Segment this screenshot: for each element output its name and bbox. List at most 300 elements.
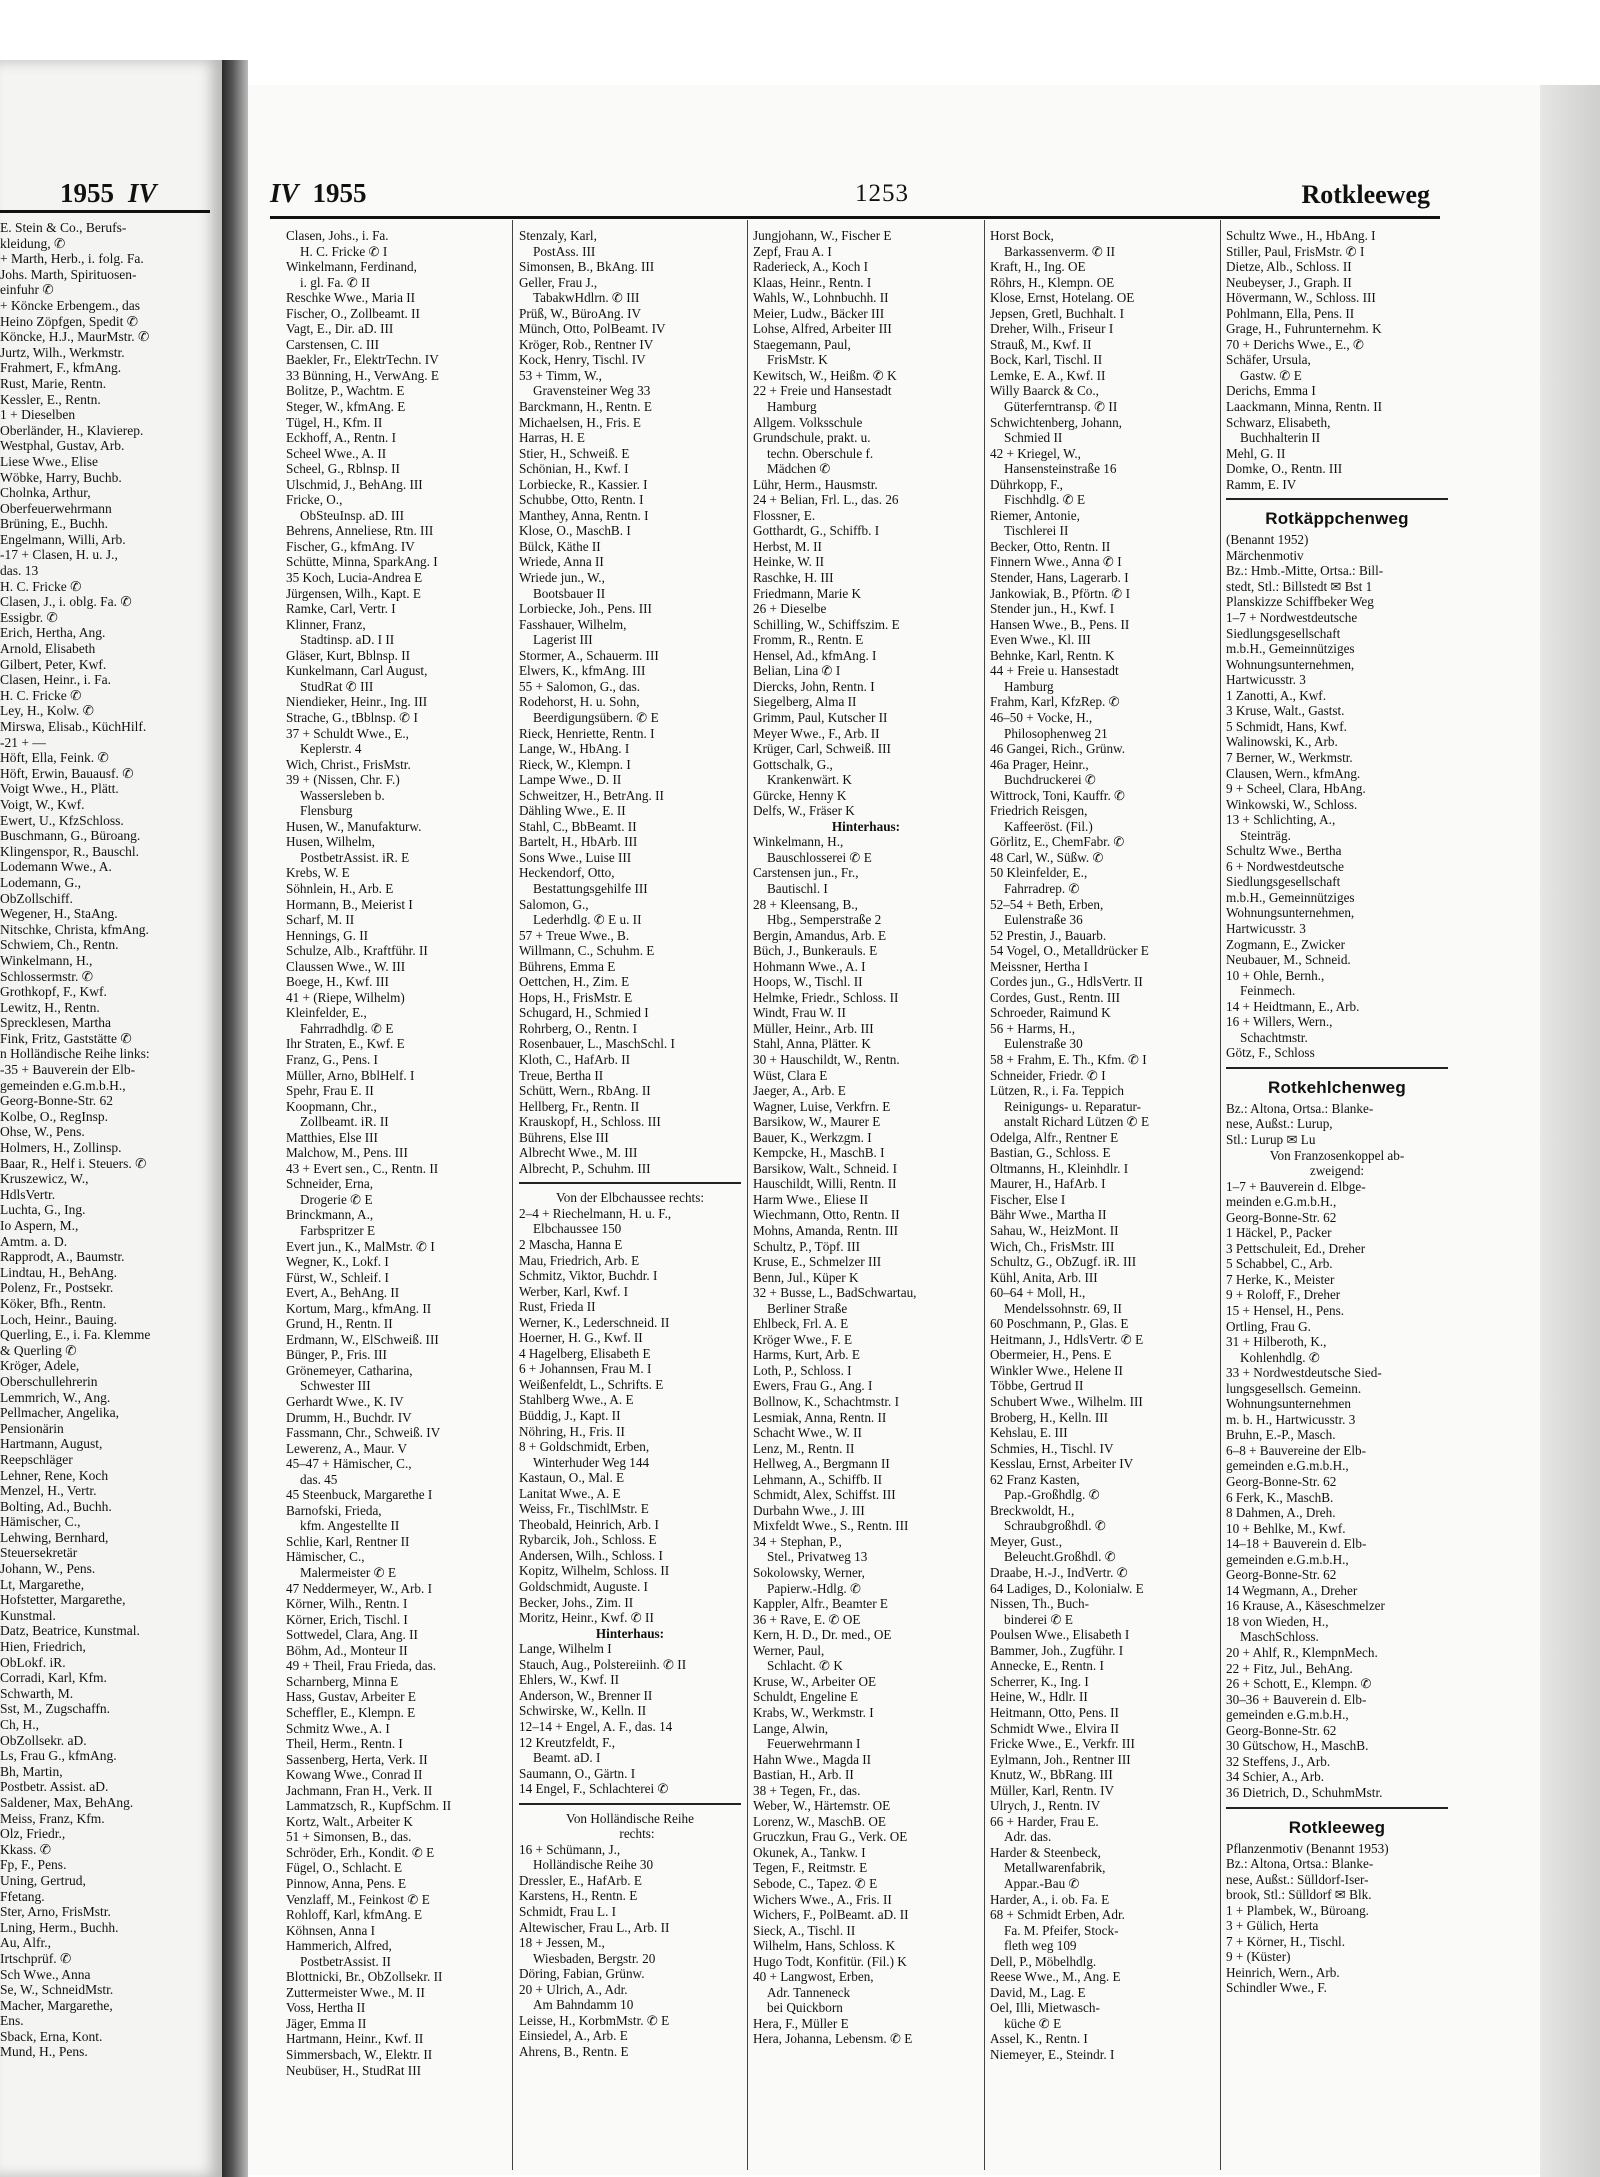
directory-entry: Hartwicusstr. 3 <box>1226 672 1306 688</box>
directory-entry: Oltmanns, H., Kleinhdlr. I <box>990 1160 1129 1176</box>
directory-entry: Kruszewicz, W., <box>0 1171 89 1187</box>
directory-entry: gemeinden e.G.m.b.H., <box>1226 1707 1349 1723</box>
directory-entry: Harms, Kurt, Arb. E <box>753 1347 860 1363</box>
directory-entry: Holländische Reihe 30 <box>533 1857 654 1873</box>
directory-entry: nese, Außst.: Sülldorf-Iser- <box>1226 1871 1369 1887</box>
directory-entry: 30 + Hauschildt, W., Rentn. <box>753 1051 900 1067</box>
directory-entry: Breckwoldt, H., <box>990 1502 1075 1518</box>
directory-entry: 26 + Dieselbe <box>753 601 827 617</box>
directory-entry: Lanitat Wwe., A. E <box>519 1485 621 1501</box>
page-number: 1253 <box>855 180 909 207</box>
directory-entry: 33 + Nordwestdeutsche Sied- <box>1226 1365 1382 1381</box>
directory-entry: 9 + Scheel, Clara, HbAng. <box>1226 781 1366 797</box>
directory-entry: ObSteuInsp. aD. III <box>300 507 405 523</box>
directory-entry: Lange, Alwin, <box>753 1720 829 1736</box>
directory-entry: Gastw. ✆ E <box>1240 367 1302 383</box>
directory-entry: Lützen, R., i. Fa. Teppich <box>990 1083 1124 1099</box>
directory-entry: Obermeier, H., Pens. E <box>990 1347 1112 1363</box>
directory-entry: Loth, P., Schloss. I <box>753 1362 852 1378</box>
directory-entry: Kkass. ✆ <box>0 1841 52 1857</box>
directory-entry: Tügel, H., Kfm. II <box>286 414 383 430</box>
directory-entry: kfm. Angestellte II <box>300 1518 400 1534</box>
directory-entry: Ehlbeck, Frl. A. E <box>753 1316 849 1332</box>
directory-entry: Sassenberg, Herta, Verk. II <box>286 1751 428 1767</box>
directory-entry: Finnern Wwe., Anna ✆ I <box>990 554 1122 570</box>
directory-entry: Staegemann, Paul, <box>753 336 851 352</box>
directory-entry: Stiller, Paul, FrisMstr. ✆ I <box>1226 243 1365 259</box>
directory-entry: Herbst, M. II <box>753 538 822 554</box>
directory-entry: Meier, Ludw., Bäcker III <box>753 305 885 321</box>
directory-entry: Ls, Frau G., kfmAng. <box>0 1748 117 1764</box>
directory-entry: Krauskopf, H., Schloss. III <box>519 1114 661 1130</box>
directory-entry: Walinowski, K., Arb. <box>1226 734 1338 750</box>
directory-entry: Friedrich Reisgen, <box>990 803 1088 819</box>
directory-entry: Papierw.-Hdlg. ✆ <box>767 1580 862 1596</box>
directory-entry: + Köncke Erbengem., das <box>0 297 140 313</box>
directory-entry: Strache, G., tBblnsp. ✆ I <box>286 709 418 725</box>
directory-entry: Steinträg. <box>1240 827 1291 843</box>
directory-entry: Wiechmann, Otto, Rentn. II <box>753 1207 900 1223</box>
directory-entry: Kortum, Marg., kfmAng. II <box>286 1300 432 1316</box>
directory-entry: Köncke, H.J., MaurMstr. ✆ <box>0 329 150 345</box>
directory-entry: Ens. <box>0 2013 24 2029</box>
directory-entry: Nöhring, H., Fris. II <box>519 1423 625 1439</box>
directory-entry: Schröder, Erh., Kondit. ✆ E <box>286 1844 435 1860</box>
directory-entry: 16 Krause, A., Käseschmelzer <box>1226 1598 1385 1614</box>
directory-entry: Strauß, M., Kwf. II <box>990 336 1092 352</box>
directory-entry: 14 + Heidtmann, E., Arb. <box>1226 998 1360 1014</box>
directory-entry: Ulschmid, J., BehAng. III <box>286 476 423 492</box>
directory-entry: Beerdigungsübern. ✆ E <box>533 709 659 725</box>
directory-entry: 36 Dietrich, D., SchuhmMstr. <box>1226 1784 1383 1800</box>
directory-entry: Scheel, G., Rblnsp. II <box>286 461 400 477</box>
directory-entry: Cordes, Gust., Rentn. III <box>990 989 1121 1005</box>
directory-entry: Scharnberg, Minna E <box>286 1673 399 1689</box>
directory-entry: Lange, Wilhelm I <box>519 1641 612 1657</box>
directory-entry: Broberg, H., Kelln. III <box>990 1409 1109 1425</box>
directory-entry: Clasen, Johs., i. Fa. <box>286 228 389 243</box>
directory-entry: Olz, Friedr., <box>0 1826 66 1842</box>
directory-entry: Fahrradrep. ✆ <box>1004 880 1080 896</box>
directory-entry: Schneider, Friedr. ✆ I <box>990 1067 1106 1083</box>
directory-entry: 62 Franz Kasten, <box>990 1471 1080 1487</box>
directory-entry: Hamburg <box>767 399 817 415</box>
directory-entry: Bührens, Emma E <box>519 958 616 974</box>
directory-entry: Lorbiecke, Joh., Pens. III <box>519 601 652 617</box>
directory-entry: MaschSchloss. <box>1240 1629 1319 1645</box>
directory-entry: Raschke, H. III <box>753 570 834 586</box>
directory-entry: Bammer, Joh., Zugführ. I <box>990 1642 1124 1658</box>
directory-entry: -21 + — <box>0 734 46 750</box>
directory-entry: Müller, Heinr., Arb. III <box>753 1020 874 1036</box>
directory-entry: FrisMstr. K <box>767 352 828 368</box>
directory-entry: E. Stein & Co., Berufs- <box>0 220 127 235</box>
directory-entry: Albrecht Wwe., M. III <box>519 1145 638 1161</box>
directory-entry: Stl.: Lurup ✉ Lu <box>1226 1131 1316 1147</box>
directory-entry: -35 + Bauverein der Elb- <box>0 1062 136 1078</box>
directory-entry: Claussen Wwe., W. III <box>286 958 406 974</box>
directory-entry: 32 Steffens, J., Arb. <box>1226 1753 1331 1769</box>
directory-entry: Oel, Illi, Mietwasch- <box>990 2000 1100 2016</box>
directory-entry: m.b.H., Gemeinnütziges <box>1226 889 1355 905</box>
directory-entry: 46a Prager, Heinr., <box>990 756 1089 772</box>
directory-entry: ObZollschiff. <box>0 890 73 906</box>
directory-entry: Bolitze, P., Wachtm. E <box>286 383 405 399</box>
directory-entry: Eckhoff, A., Rentn. I <box>286 430 397 446</box>
directory-entry: Derichs, Emma I <box>1226 383 1316 399</box>
directory-entry: Schmidt Wwe., Elvira II <box>990 1720 1120 1736</box>
subsection-heading: Hinterhaus: <box>595 1625 665 1641</box>
directory-entry: Gläser, Kurt, Bblnsp. II <box>286 647 410 663</box>
directory-entry: Schubbe, Otto, Rentn. I <box>519 492 644 508</box>
directory-entry: Körner, Erich, Tischl. I <box>286 1611 408 1627</box>
directory-entry: Georg-Bonne-Str. 62 <box>1226 1567 1337 1583</box>
directory-entry: Feuerwehrmann I <box>767 1736 861 1752</box>
directory-entry: 52–54 + Beth, Erben, <box>990 896 1104 912</box>
directory-entry: 10 + Behlke, M., Kwf. <box>1226 1520 1346 1536</box>
header-left <box>270 178 367 209</box>
directory-entry: Hellberg, Fr., Rentn. II <box>519 1098 640 1114</box>
directory-entry: Stahlberg Wwe., A. E <box>519 1392 634 1408</box>
directory-entry: stedt, Stl.: Billstedt ✉ Bst 1 <box>1226 578 1373 594</box>
directory-entry: techn. Oberschule f. <box>767 445 874 461</box>
directory-entry: Wohnungsunternehmen, <box>1226 656 1355 672</box>
directory-entry: Altewischer, Frau L., Arb. II <box>519 1919 670 1935</box>
directory-entry: Röhrs, H., Klempn. OE <box>990 274 1115 290</box>
directory-entry: 18 von Wieden, H., <box>1226 1613 1329 1629</box>
directory-entry: Wohnungsunternehmen <box>1226 1396 1351 1412</box>
column-divider <box>1220 220 1221 2170</box>
directory-column-2 <box>519 228 741 2158</box>
directory-entry: brook, Stl.: Sülldorf ✉ Blk. <box>1226 1887 1372 1903</box>
directory-entry: Kloth, C., HafArb. II <box>519 1051 630 1067</box>
directory-entry: 28 + Kleensang, B., <box>753 896 858 912</box>
section-divider <box>519 1182 741 1184</box>
directory-entry: Gerhardt Wwe., K. IV <box>286 1394 404 1410</box>
directory-entry: Treue, Bertha II <box>519 1067 604 1083</box>
directory-entry: Ortling, Frau G. <box>1226 1318 1311 1334</box>
directory-entry: Kehslau, E. III <box>990 1425 1068 1441</box>
directory-entry: Heinke, W. II <box>753 554 825 570</box>
directory-entry: Georg-Bonne-Str. 62 <box>0 1093 113 1109</box>
directory-entry: Frahmert, F., kfmAng. <box>0 360 122 376</box>
directory-entry: Wegener, H., StaAng. <box>0 906 118 922</box>
directory-entry: Grönemeyer, Catharina, <box>286 1362 413 1378</box>
directory-entry: 5 Schmidt, Hans, Kwf. <box>1226 718 1347 734</box>
directory-entry: n Holländische Reihe links: <box>0 1046 150 1062</box>
directory-entry: Scheel Wwe., A. II <box>286 445 387 461</box>
page-edge <box>1540 85 1600 2177</box>
directory-entry: 55 + Salomon, G., das. <box>519 678 640 694</box>
directory-entry: Scheffler, E., Klempn. E <box>286 1704 416 1720</box>
directory-entry: 5 Schabbel, C., Arb. <box>1226 1256 1333 1272</box>
directory-entry: Wich, Ch., FrisMstr. III <box>990 1238 1115 1254</box>
directory-entry: Carstensen, C. III <box>286 336 380 352</box>
directory-entry: Rodehorst, H. u. Sohn, <box>519 694 640 710</box>
directory-entry: 4 Hagelberg, Elisabeth E <box>519 1345 651 1361</box>
directory-entry: Westphal, Gustav, Arb. <box>0 438 125 454</box>
directory-entry: Laackmann, Minna, Rentn. II <box>1226 399 1383 415</box>
directory-entry: Bastian, G., Schloss. E <box>990 1145 1111 1161</box>
header-rule <box>270 216 1440 219</box>
directory-entry: Barckmann, H., Rentn. E <box>519 399 652 415</box>
directory-entry: Schmies, H., Tischl. IV <box>990 1440 1114 1456</box>
directory-entry: Nitschke, Christa, kfmAng. <box>0 921 149 937</box>
directory-entry: Dreher, Wilh., Friseur I <box>990 321 1114 337</box>
directory-entry: Görlitz, E., ChemFabr. ✆ <box>990 834 1125 850</box>
directory-entry: Schütte, Minna, SparkAng. I <box>286 554 438 570</box>
directory-entry: Lewitz, H., Rentn. <box>0 999 100 1015</box>
directory-entry: HdlsVertr. <box>0 1186 56 1202</box>
directory-entry: Malermeister ✆ E <box>300 1565 397 1581</box>
directory-entry: Mau, Friedrich, Arb. E <box>519 1252 640 1268</box>
directory-entry: Grimm, Paul, Kutscher II <box>753 709 888 725</box>
directory-entry: 1–7 + Bauverein d. Elbge- <box>1226 1178 1366 1194</box>
directory-entry: Kunkelmann, Carl August, <box>286 663 428 679</box>
directory-entry: Meissner, Hertha I <box>990 958 1088 974</box>
directory-entry: Hohmann Wwe., A. I <box>753 958 866 974</box>
directory-entry: Jurtz, Wilh., Werkmstr. <box>0 344 125 360</box>
directory-entry: 38 + Tegen, Fr., das. <box>753 1782 861 1798</box>
directory-entry: Mehl, G. II <box>1226 445 1286 461</box>
directory-entry: Wassersleben b. <box>300 787 385 803</box>
directory-entry: Kröger, Rob., Rentner IV <box>519 336 654 352</box>
directory-entry: Lehwing, Bernhard, <box>0 1529 109 1545</box>
directory-entry: Franz, G., Pens. I <box>286 1051 378 1067</box>
directory-entry: Pensionärin <box>0 1420 64 1436</box>
directory-entry: Schacht Wwe., W. II <box>753 1425 862 1441</box>
directory-entry: Zollbeamt. iR. II <box>300 1114 389 1130</box>
directory-entry: Schmitz, Viktor, Buchdr. I <box>519 1268 658 1284</box>
directory-entry: Baekler, Fr., ElektrTechn. IV <box>286 352 439 368</box>
directory-entry: Siedlungsgesellschaft <box>1226 625 1341 641</box>
directory-entry: Lodemann, G., <box>0 874 81 890</box>
directory-entry: Stahl, C., BbBeamt. II <box>519 818 637 834</box>
directory-entry: 16 + Schümann, J., <box>519 1841 621 1857</box>
directory-entry: H. C. Fricke ✆ <box>0 687 82 703</box>
directory-entry: 30–36 + Bauverein d. Elb- <box>1226 1691 1367 1707</box>
directory-entry: Raderieck, A., Koch I <box>753 259 868 275</box>
book-gutter <box>222 60 248 2177</box>
directory-entry: Gilbert, Peter, Kwf. <box>0 656 107 672</box>
directory-entry: Wüst, Clara E <box>753 1067 828 1083</box>
directory-entry: Lorenz, W., MaschB. OE <box>753 1813 886 1829</box>
directory-entry: Hofstetter, Margarethe, <box>0 1592 126 1608</box>
directory-entry: Michaelsen, H., Fris. E <box>519 414 641 430</box>
directory-entry: Jachmann, Fran H., Verk. II <box>286 1782 433 1798</box>
directory-entry: 7 + Körner, H., Tischl. <box>1226 1933 1346 1949</box>
directory-entry: Bartelt, H., HbArb. III <box>519 834 638 850</box>
directory-entry: Winterhuder Weg 144 <box>533 1454 650 1470</box>
directory-entry: Becker, Otto, Rentn. II <box>990 538 1111 554</box>
directory-entry: Farbspritzer E <box>300 1223 376 1238</box>
directory-entry: Erich, Hertha, Ang. <box>0 625 106 641</box>
directory-entry: Stel., Privatweg 13 <box>767 1549 868 1565</box>
directory-entry: Meiss, Franz, Kfm. <box>0 1810 105 1826</box>
directory-entry: Többe, Gertrud II <box>990 1378 1084 1394</box>
directory-entry: Clasen, Heinr., i. Fa. <box>0 672 111 688</box>
directory-entry: m.b.H., Gemeinnütziges <box>1226 641 1355 657</box>
directory-entry: Horst Bock, <box>990 228 1054 243</box>
left-header-section: IV <box>128 178 157 208</box>
directory-entry: Döring, Fabian, Grünw. <box>519 1966 645 1982</box>
directory-entry: Schultz, P., Töpf. III <box>753 1238 861 1254</box>
directory-entry: Meyer, Gust., <box>990 1533 1062 1549</box>
directory-entry: Von der Elbchaussee rechts: <box>555 1190 705 1206</box>
directory-entry: Hien, Friedrich, <box>0 1639 86 1655</box>
directory-entry: Dähling Wwe., E. II <box>519 803 626 819</box>
directory-entry: Reschke Wwe., Maria II <box>286 290 416 306</box>
directory-entry: Jankowiak, B., Pförtn. ✆ I <box>990 585 1130 601</box>
directory-entry: Elwers, K., kfmAng. III <box>519 663 646 679</box>
directory-entry: Moritz, Heinr., Kwf. ✆ II <box>519 1610 654 1626</box>
directory-entry: 35 Koch, Lucia-Andrea E <box>286 570 423 586</box>
directory-entry: Sst, M., Zugschaffn. <box>0 1701 110 1717</box>
street-divider <box>1226 498 1448 500</box>
directory-entry: Wriede jun., W., <box>519 570 605 586</box>
directory-entry: Bruhn, E.-P., Masch. <box>1226 1427 1336 1443</box>
directory-entry: PostbetrAssist. II <box>300 1953 391 1969</box>
directory-entry: Wittrock, Toni, Kauffr. ✆ <box>990 787 1126 803</box>
directory-entry: Buschmann, G., Büroang. <box>0 828 141 844</box>
column-divider <box>984 220 985 2170</box>
directory-entry: Bz.: Altona, Ortsa.: Blanke- <box>1226 1100 1374 1116</box>
directory-entry: 1 + Dieselben <box>0 407 76 423</box>
directory-entry: Kewitsch, W., Heißm. ✆ K <box>753 367 897 383</box>
directory-entry: 64 Ladiges, D., Kolonialw. E <box>990 1580 1144 1596</box>
directory-entry: Niendieker, Heinr., Ing. III <box>286 694 428 710</box>
directory-entry: 8 Dahmen, A., Dreh. <box>1226 1505 1336 1521</box>
directory-entry: Bähr Wwe., Martha II <box>990 1207 1107 1223</box>
directory-entry: Drogerie ✆ E <box>300 1191 373 1207</box>
directory-entry: 60 Poschmann, P., Glas. E <box>990 1316 1129 1332</box>
directory-entry: Schlie, Karl, Rentner II <box>286 1533 410 1549</box>
directory-entry: Ster, Arno, FrisMstr. <box>0 1904 111 1920</box>
header-section: IV <box>270 178 299 208</box>
directory-entry: Wilhelm, Hans, Schloss. K <box>753 1938 896 1954</box>
directory-entry: Husen, Wilhelm, <box>286 834 375 850</box>
directory-entry: 54 Vogel, O., Metalldrücker E <box>990 943 1149 959</box>
directory-entry: Boege, H., Kwf. III <box>286 974 389 990</box>
directory-entry: Werber, Karl, Kwf. I <box>519 1283 628 1299</box>
directory-entry: Rust, Marie, Rentn. <box>0 375 107 391</box>
directory-entry: Wahls, W., Lohnbuchh. II <box>753 290 889 306</box>
directory-entry: Rapprodt, A., Baumstr. <box>0 1249 125 1265</box>
directory-entry: Hammerich, Alfred, <box>286 1938 392 1954</box>
directory-entry: Durbahn Wwe., J. III <box>753 1502 865 1518</box>
directory-entry: Rohloff, Karl, kfmAng. E <box>286 1907 423 1923</box>
directory-entry: Leisse, H., KorbmMstr. ✆ E <box>519 2012 670 2028</box>
directory-entry: Bauer, K., Werkzgm. I <box>753 1129 872 1145</box>
directory-entry: fleth weg 109 <box>1004 1938 1077 1954</box>
directory-entry: Müller, Arno, BblHelf. I <box>286 1067 415 1083</box>
directory-entry: 7 Herke, K., Meister <box>1226 1271 1335 1287</box>
directory-entry: Kruse, W., Arbeiter OE <box>753 1673 877 1689</box>
directory-entry: Rybarcik, Joh., Schloss. E <box>519 1532 657 1548</box>
directory-entry: Querling, E., i. Fa. Klemme <box>0 1327 151 1343</box>
directory-entry: 2 Mascha, Hanna E <box>519 1237 623 1252</box>
directory-entry: 1 Zanotti, A., Kwf. <box>1226 687 1326 703</box>
directory-entry: Keplerstr. 4 <box>300 741 362 757</box>
directory-entry: 12–14 + Engel, A. F., das. 14 <box>519 1718 673 1734</box>
directory-entry: Baar, R., Helf i. Steuers. ✆ <box>0 1155 147 1171</box>
directory-entry: Schulze, Alb., Kraftführ. II <box>286 943 428 959</box>
directory-entry: Sch Wwe., Anna <box>0 1966 91 1982</box>
directory-entry: Au, Alfr., <box>0 1935 52 1951</box>
directory-entry: Münch, Otto, PolBeamt. IV <box>519 321 666 337</box>
directory-entry: zweigend: <box>1309 1163 1365 1179</box>
directory-entry: Fischer, O., Zollbeamt. II <box>286 305 420 321</box>
directory-entry: Sons Wwe., Luise III <box>519 849 632 865</box>
directory-entry: Götz, F., Schloss <box>1226 1045 1315 1061</box>
directory-entry: Theobald, Heinrich, Arb. I <box>519 1516 659 1532</box>
directory-entry: Behrens, Anneliese, Rtn. III <box>286 523 434 539</box>
directory-entry: Schmidt, Frau L. I <box>519 1903 617 1919</box>
directory-entry: Kleinfelder, E., <box>286 1005 367 1021</box>
directory-entry: Zogmann, E., Zwicker <box>1226 936 1346 952</box>
column-divider <box>747 220 748 2170</box>
directory-entry: Buchhalterin II <box>1240 430 1321 446</box>
directory-entry: Stormer, A., Schauerm. III <box>519 647 659 663</box>
directory-entry: Barnofski, Frieda, <box>286 1502 382 1518</box>
directory-entry: Einsiedel, A., Arb. E <box>519 2028 628 2044</box>
directory-entry: Hbg., Semperstraße 2 <box>767 912 882 928</box>
directory-entry: Siedlungsgesellschaft <box>1226 874 1341 890</box>
directory-entry: Georg-Bonne-Str. 62 <box>1226 1209 1337 1225</box>
directory-entry: Hansensteinstraße 16 <box>1004 461 1117 477</box>
street-heading-rotkleeweg: Rotkleeweg <box>1288 1817 1386 1837</box>
directory-entry: Kolbe, O., RegInsp. <box>0 1108 108 1124</box>
directory-entry: Weiss, Fr., TischlMstr. E <box>519 1501 649 1517</box>
directory-entry: Metallwarenfabrik, <box>1004 1860 1106 1876</box>
directory-entry: Salomon, G., <box>519 896 589 912</box>
directory-entry: Schugard, H., Schmied I <box>519 1005 649 1021</box>
directory-entry: Willmann, C., Schuhm. E <box>519 943 655 959</box>
directory-entry: Delfs, W., Fräser K <box>753 803 855 819</box>
section-divider <box>519 1803 741 1805</box>
directory-entry: 20 + Ahlf, R., KlempnMech. <box>1226 1645 1378 1661</box>
directory-entry: Rieck, Henriette, Rentn. I <box>519 725 655 741</box>
directory-entry: 37 + Schuldt Wwe., E., <box>286 725 409 741</box>
directory-entry: Lammatzsch, R., KupfSchm. II <box>286 1798 452 1814</box>
directory-entry: Scherrer, K., Ing. I <box>990 1673 1089 1689</box>
directory-entry: Mixfeldt Wwe., S., Rentn. III <box>753 1518 909 1534</box>
directory-entry: Venzlaff, M., Feinkost ✆ E <box>286 1891 430 1907</box>
directory-entry: Fricke, O., <box>286 492 343 508</box>
directory-entry: David, M., Lag. E <box>990 1984 1086 2000</box>
directory-entry: 68 + Schmidt Erben, Adr. <box>990 1907 1125 1923</box>
directory-entry: Ramm, E. IV <box>1226 476 1297 492</box>
directory-entry: Theil, Herm., Rentn. I <box>286 1736 403 1752</box>
directory-entry: Saumann, O., Gärtn. I <box>519 1765 636 1781</box>
directory-entry: Evert jun., K., MalMstr. ✆ I <box>286 1238 435 1254</box>
directory-entry: Clasen, J., i. oblg. Fa. ✆ <box>0 594 132 610</box>
directory-entry: Neubüser, H., StudRat III <box>286 2062 421 2078</box>
directory-entry: Kühl, Anita, Arb. III <box>990 1269 1098 1285</box>
directory-entry: Fink, Fritz, Gaststätte ✆ <box>0 1030 132 1046</box>
directory-entry: 36 + Rave, E. ✆ OE <box>753 1611 861 1627</box>
directory-entry: Kohlenhdlg. ✆ <box>1240 1349 1320 1365</box>
directory-entry: Brüning, E., Buchh. <box>0 516 108 532</box>
directory-entry: Evert, A., BehAng. II <box>286 1285 400 1301</box>
directory-entry: Schmidt, Alex, Schiffst. III <box>753 1487 896 1503</box>
directory-entry: 14–18 + Bauverein d. Elb- <box>1226 1536 1367 1552</box>
directory-entry: Gottschalk, G., <box>753 756 833 772</box>
directory-entry: gemeinden e.G.m.b.H., <box>1226 1458 1349 1474</box>
directory-entry: Dressler, E., HafArb. E <box>519 1872 642 1888</box>
directory-entry: Belian, Lina ✆ I <box>753 663 841 679</box>
directory-entry: lungsgesellsch. Gemeinn. <box>1226 1380 1362 1396</box>
